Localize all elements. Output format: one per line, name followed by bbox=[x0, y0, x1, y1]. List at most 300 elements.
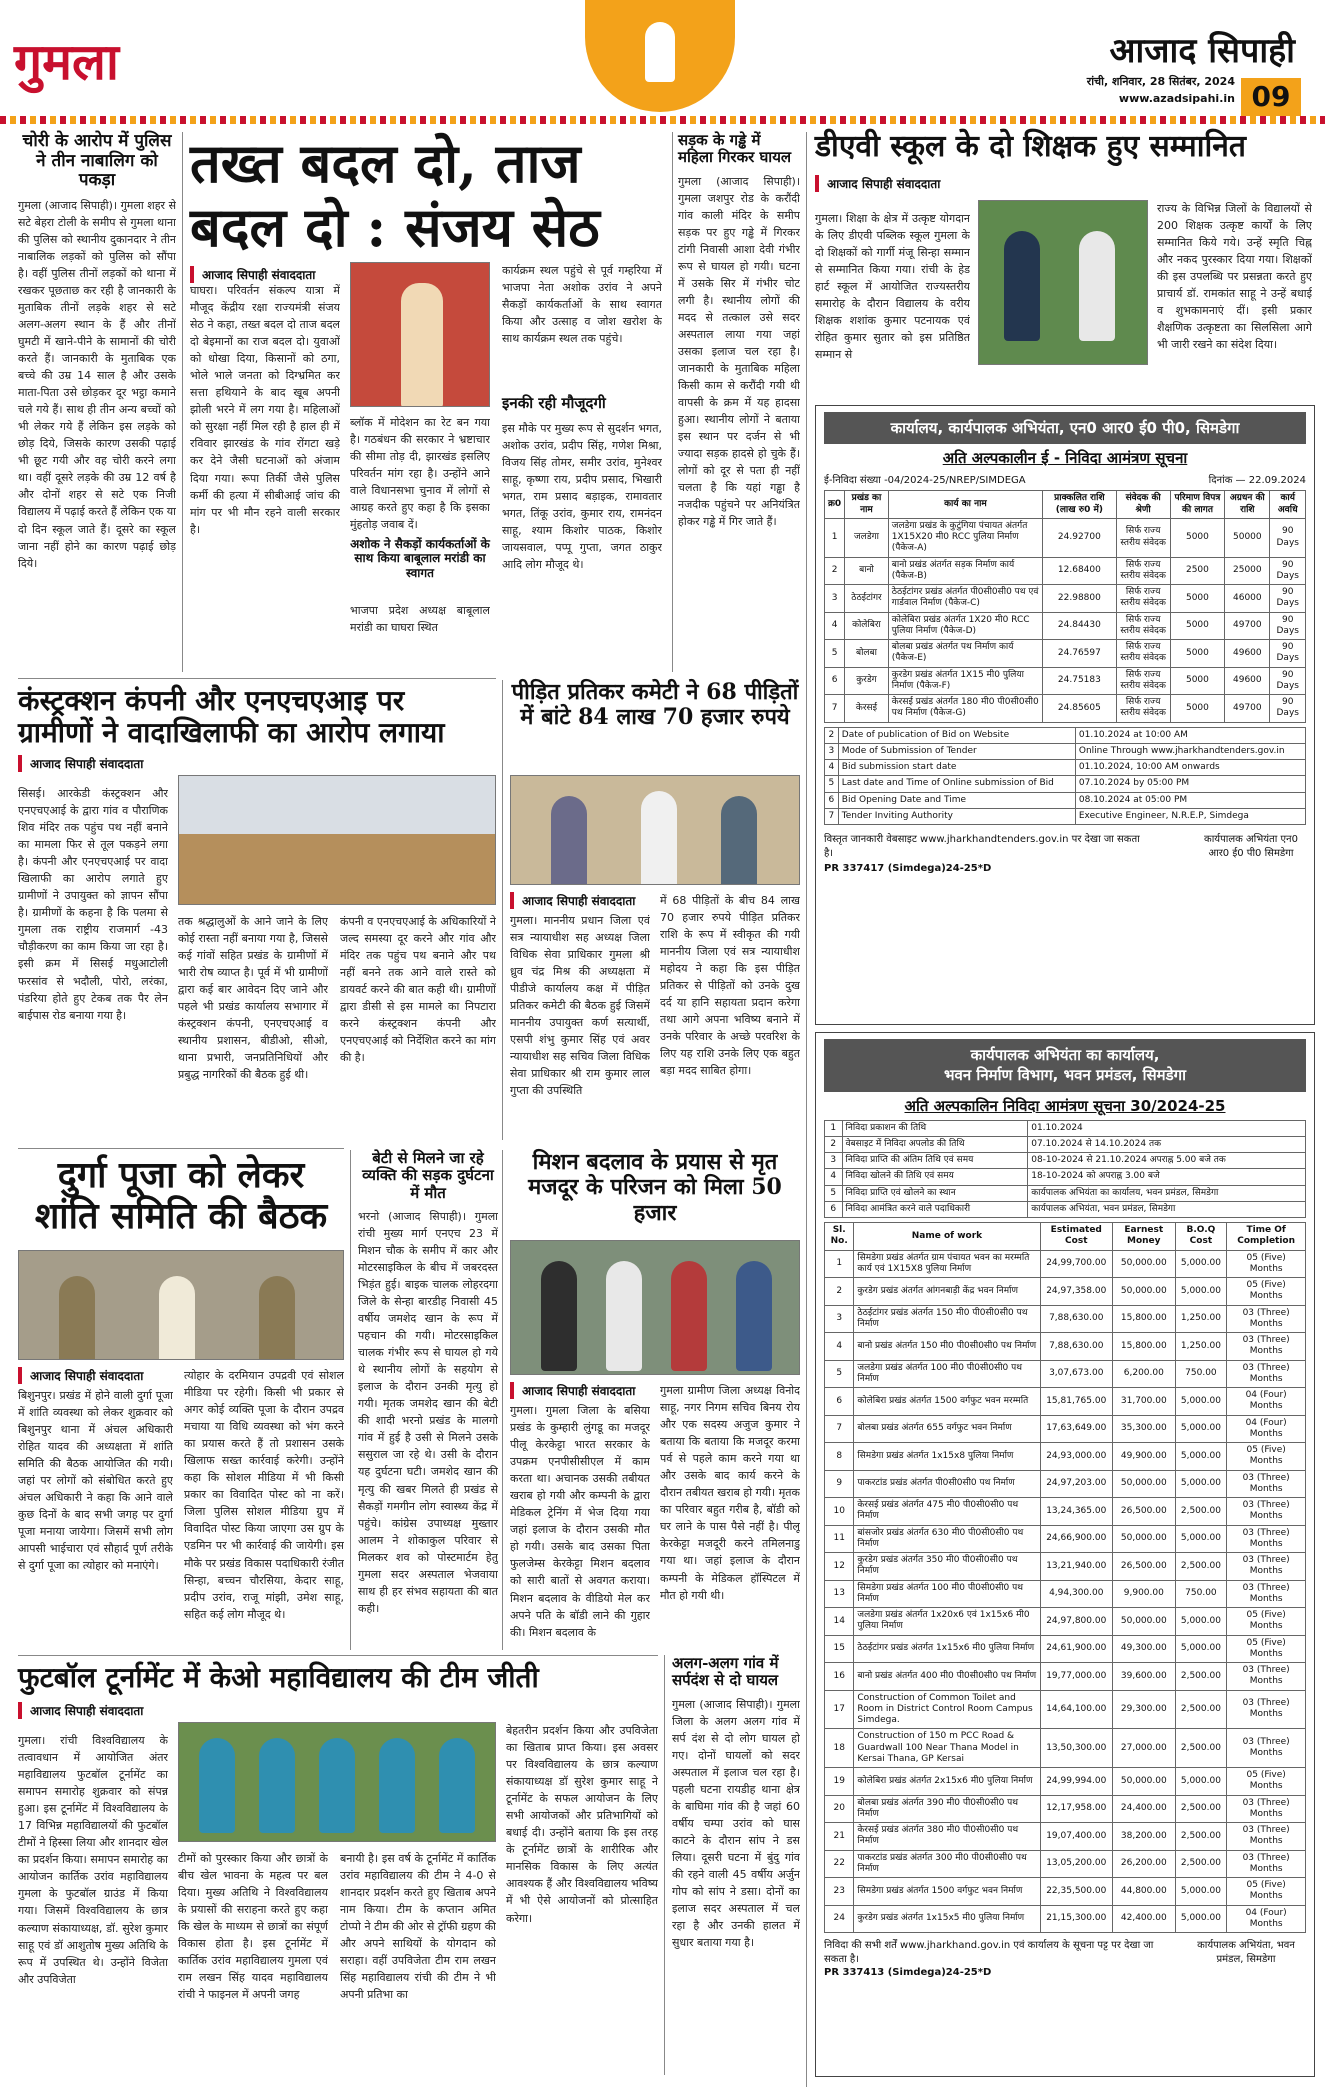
table-cell: 22 bbox=[825, 1850, 854, 1878]
table-cell: 5000 bbox=[1170, 612, 1224, 640]
table-row bbox=[825, 727, 1306, 743]
story-headline-line2: मजदूर के परिजन को मिला 50 हजार bbox=[528, 1174, 782, 1226]
table-cell: 5,000.00 bbox=[1175, 1250, 1227, 1278]
table-cell: 50,000.00 bbox=[1113, 1250, 1175, 1278]
table-cell: जलडेगा bbox=[845, 518, 889, 557]
table-cell: 46000 bbox=[1225, 585, 1270, 613]
tender-subtitle: अति अल्पकालिन निविदा आमंत्रण सूचना 30/2024-25 bbox=[904, 1096, 1226, 1115]
tender-title-line2: भवन निर्माण विभाग, भवन प्रमंडल, सिमडेगा bbox=[944, 1066, 1186, 1085]
table-cell: 3 bbox=[825, 1153, 843, 1169]
table-cell: 5,000.00 bbox=[1175, 1768, 1227, 1796]
table-cell: 23 bbox=[825, 1878, 854, 1906]
table-cell: सिर्फ राज्य स्तरीय संवेदक bbox=[1116, 695, 1170, 723]
story-body: गुमला (आजाद सिपाही)। गुमला जिला के अलग अलग गांव में सर्प दंश से दो लोग घायल हो गए। दोनों घायलों को सदर अस्पताल में इलाज चल रहा है। पहली घटना रायडीह थाना क्षेत्र के बाघिमा गांव की है जहां 60 वर्षीय चम्पा उरांव को घास काटने के दौरान सांप ने डस लिया। दूसरी घटना में बुंदु गांव की रहने वाली 45 वर्षीय अर्जुन गोप को सांप ने डसा। दोनों का इलाज सदर अस्पताल में चल रहा है और उनकी हालत में सुधार बताया गया है। bbox=[672, 1697, 800, 1950]
table-cell: 17,63,649.00 bbox=[1040, 1415, 1113, 1443]
table-header-cell: अग्रधन की राशि bbox=[1225, 491, 1270, 519]
story-headline: बेटी से मिलने जा रहे व्यक्ति की सड़क दुर्घटना में मौत bbox=[362, 1149, 494, 1202]
table-row bbox=[825, 1360, 1306, 1388]
lead-body-col1: घाघरा। परिवर्तन संकल्प यात्रा में मौजूद केंद्रीय रक्षा राज्यमंत्री संजय सेठ ने कहा, तख्त बदल दो ताज बदल दो बेइमानों का राज बदल दो। युवाओं को धोखा दिया, किसानों को ठगा, भोले भाले जनता को दिग्भ्रमित कर सत्ता हथियाने के बाद खूब अपनी झोली भरने में लग गया है। महिलाओं को सुरक्षा नहीं मिल रही है हाल ही में रविवार झारखंड के गांव रोंगटा खड़े कर देने जैसी घटनाओं को अंजाम दिया गया। रूपा तिर्की जैसे पुलिस कर्मी की हत्या में सीबीआई जांच की मांग पर भी मौन रहने वाली सरकार है। bbox=[190, 284, 340, 536]
table-row bbox=[825, 776, 1306, 792]
story-headline-line2: शांति समिति की बैठक bbox=[34, 1195, 328, 1238]
table-cell: 13,21,940.00 bbox=[1040, 1553, 1113, 1581]
table-cell: कुरडेग bbox=[845, 667, 889, 695]
family-photo bbox=[510, 1240, 800, 1375]
table-cell: 05 (Five) Months bbox=[1227, 1278, 1306, 1306]
story-headline: डीएवी स्कूल के दो शिक्षक हुए सम्मानित bbox=[815, 129, 1247, 164]
table-cell: 2,500.00 bbox=[1175, 1690, 1227, 1729]
table-cell: 4 bbox=[825, 760, 839, 776]
table-cell: Bid submission start date bbox=[838, 760, 1075, 776]
table-cell: 05 (Five) Months bbox=[1227, 1250, 1306, 1278]
table-cell: 1 bbox=[825, 1250, 854, 1278]
table-cell: पाकरटांड प्रखंड अंतर्गत 300 मी0 पी0सी0सी0 पथ निर्माण bbox=[854, 1850, 1040, 1878]
table-cell: सिमडेगा प्रखंड अंतर्गत 100 मी0 पी0सी0सी0 पथ निर्माण bbox=[854, 1580, 1040, 1608]
table-cell: 50,000.00 bbox=[1113, 1470, 1175, 1498]
table-cell: Mode of Submission of Tender bbox=[838, 743, 1075, 759]
table-row bbox=[825, 1608, 1306, 1636]
table-cell: बानो bbox=[845, 557, 889, 585]
table-cell: ठेठईटांगर प्रखंड अंतर्गत 1x15x6 मी0 पुलिया निर्माण bbox=[854, 1635, 1040, 1663]
table-cell: Executive Engineer, N.R.E.P, Simdega bbox=[1075, 808, 1305, 824]
story-headline-line1: कंस्ट्रक्शन कंपनी और एनएचएआइ पर bbox=[18, 684, 405, 717]
table-cell: बानो प्रखंड अंतर्गत सड़क निर्माण कार्य (पैकेज-B) bbox=[888, 557, 1042, 585]
table-cell: 21,15,300.00 bbox=[1040, 1905, 1113, 1933]
table-row bbox=[825, 743, 1306, 759]
table-cell: 2,500.00 bbox=[1175, 1498, 1227, 1526]
lead-subhead: अशोक ने सैकड़ों कार्यकर्ताओं के साथ किया बाबूलाल मरांडी का स्वागत bbox=[350, 537, 490, 580]
story-body: भरनो (आजाद सिपाही)। गुमला रांची मुख्य मार्ग एनएच 23 में मिशन चौक के समीप में कार और मोटरसाइकिल के बीच में जबरदस्त भिड़ंत हुई। बाइक चालक लोहरदगा जिले के सेन्हा बारडीह निवासी 45 वर्षीय जमशेद खान के रूप में पहचान की गयी। मोटरसाइकिल चालक गंभीर रूप से घायल हो गये थे स्थानीय लोगों के सहयोग से इलाज के दौरान उनकी मृत्यु हो गयी। मृतक जमशेद खान की बेटी की शादी भरनो प्रखंड के मालगो गांव में हुई है उसी से मिलने उसके ससुराल जा रहे थे। उसी के दौरान यह दुर्घटना घटी। जमशेद खान की मृत्यु की खबर मिलते ही प्रखंड से सैकड़ों गमगीन लोग स्वास्थ्य केंद्र में पहुंचे। कांग्रेस उपाध्यक्ष मुख्तार आलम ने शोकाकुल परिवार से मिलकर शव को पोस्टमार्टम हेतु गुमला सदर अस्पताल भेजवाया साथ ही हर संभव सहायता की बात कही। bbox=[358, 1209, 498, 1615]
table-cell: 6 bbox=[825, 1201, 843, 1217]
table-cell: सिर्फ राज्य स्तरीय संवेदक bbox=[1116, 640, 1170, 668]
football-team-photo bbox=[178, 1722, 496, 1842]
table-cell: 5000 bbox=[1170, 518, 1224, 557]
table-header-cell: Earnest Money bbox=[1113, 1223, 1175, 1251]
story-headline: सड़क के गड्ढे में महिला गिरकर घायल bbox=[678, 131, 792, 167]
table-cell: 6 bbox=[825, 667, 845, 695]
story-mission bbox=[510, 1150, 800, 1650]
tender-footer-note: निविदा की सभी शर्तें www.jharkhand.gov.in एवं कार्यालय के सूचना पट्ट पर देखा जा सकता है। bbox=[824, 1940, 1154, 1965]
table-cell: 750.00 bbox=[1175, 1580, 1227, 1608]
table-cell: Online Through www.jharkhandtenders.gov.in bbox=[1075, 743, 1305, 759]
table-cell: 25000 bbox=[1225, 557, 1270, 585]
table-cell: 04 (Four) Months bbox=[1227, 1388, 1306, 1416]
table-cell: 24.92700 bbox=[1043, 518, 1116, 557]
story-byline: आजाद सिपाही संवाददाता bbox=[18, 1367, 168, 1384]
table-cell: 5000 bbox=[1170, 585, 1224, 613]
table-cell: 07.10.2024 से 14.10.2024 तक bbox=[1028, 1136, 1306, 1152]
table-cell: 24,99,994.00 bbox=[1040, 1768, 1113, 1796]
table-row bbox=[825, 1185, 1306, 1201]
section-rule bbox=[18, 678, 496, 679]
table-cell: 49,300.00 bbox=[1113, 1635, 1175, 1663]
table-cell: 13 bbox=[825, 1580, 854, 1608]
table-cell: 5,000.00 bbox=[1175, 1608, 1227, 1636]
table-cell: 31,700.00 bbox=[1113, 1388, 1175, 1416]
table-cell: 24,97,800.00 bbox=[1040, 1608, 1113, 1636]
table-row bbox=[825, 1850, 1306, 1878]
table-cell: कुरडेग प्रखंड अंतर्गत 1X15 मी0 पुलिया निर्माण (पैकेज-F) bbox=[888, 667, 1042, 695]
table-cell: 03 (Three) Months bbox=[1227, 1823, 1306, 1851]
table-cell: 24,97,358.00 bbox=[1040, 1278, 1113, 1306]
table-header-cell: परिमाण विपत्र की लागत bbox=[1170, 491, 1224, 519]
story-body-col1: गुमला। माननीय प्रधान जिला एवं सत्र न्यायाधीश सह अध्यक्ष जिला विधिक सेवा प्राधिकार गुमला श्री ध्रुव चंद्र मिश्र की अध्यक्षता में पीडीजे कार्यालय कक्ष में पीड़ित प्रतिकर कमेटी की बैठक हुई जिसमें माननीय उपायुक्त कर्ण सत्यार्थी, एसपी शंभु कुमार सिंह एवं अवर न्यायाधीश सह सचिव जिला विधिक सेवा प्राधिकार श्री राम कुमार लाल गुप्ता की उपस्थिति bbox=[510, 914, 650, 1098]
table-cell: 7 bbox=[825, 1415, 854, 1443]
table-cell: 03 (Three) Months bbox=[1227, 1553, 1306, 1581]
table-cell: 13,05,200.00 bbox=[1040, 1850, 1113, 1878]
table-cell: जलडेगा प्रखंड अंतर्गत 100 मी0 पी0सी0सी0 पथ निर्माण bbox=[854, 1360, 1040, 1388]
table-cell: 90 Days bbox=[1270, 667, 1306, 695]
table-header-cell: Estimated Cost bbox=[1040, 1223, 1113, 1251]
table-cell: पाकरटांड प्रखंड अंतर्गत पी0सी0सी0 पथ निर्माण bbox=[854, 1470, 1040, 1498]
table-row bbox=[825, 640, 1306, 668]
table-cell: केरसई प्रखंड अंतर्गत 475 मी0 पी0सी0सी0 पथ निर्माण bbox=[854, 1498, 1040, 1526]
table-cell: 03 (Three) Months bbox=[1227, 1850, 1306, 1878]
story-headline-line1: पीड़ित प्रतिकर कमेटी ने 68 पीड़ितों bbox=[511, 679, 799, 705]
table-cell: बोलबा प्रखंड अंतर्गत 655 वर्गफुट भवन निर्माण bbox=[854, 1415, 1040, 1443]
lead-body-col2b: भाजपा प्रदेश अध्यक्ष बाबूलाल मरांडी का घाघरा स्थित bbox=[350, 604, 490, 635]
tender-subtitle: अति अल्पकालीन ई - निविदा आमंत्रण सूचना bbox=[942, 449, 1188, 468]
table-cell: 750.00 bbox=[1175, 1360, 1227, 1388]
story-headline: अलग-अलग गांव में सर्पदंश से दो घायल bbox=[672, 1654, 779, 1690]
story-body-col2: टीमों को पुरस्कार किया और छात्रों के बीच खेल भावना के महत्व पर बल दिया। मुख्य अतिथि ने विश्वविद्यालय के प्रयासों की सराहना करते हुए कहा कि खेल के माध्यम से छात्रों का संपूर्ण विकास होता है। इस टूर्नामेंट में कार्तिक उरांव महाविद्यालय गुमला एवं राम लखन सिंह यादव महाविद्यालय रांची ने फाइनल में अपनी जगह bbox=[178, 1852, 328, 2002]
table-cell: 5,000.00 bbox=[1175, 1905, 1227, 1933]
table-cell: 4,94,300.00 bbox=[1040, 1580, 1113, 1608]
table-cell: 2,500.00 bbox=[1175, 1553, 1227, 1581]
table-row bbox=[825, 1498, 1306, 1526]
table-cell: कोलेबिरा प्रखंड अंतर्गत 1500 वर्गफुट भवन मरम्मति bbox=[854, 1388, 1040, 1416]
column-rule bbox=[672, 132, 673, 672]
story-durga bbox=[18, 1155, 344, 1655]
lead-headline-line2: बदल दो : संजय सेठ bbox=[190, 195, 600, 260]
table-cell: बोलबा प्रखंड अंतर्गत 390 मी0 पी0सी0सी0 पथ निर्माण bbox=[854, 1795, 1040, 1823]
table-cell: 6 bbox=[825, 792, 839, 808]
table-cell: 5000 bbox=[1170, 640, 1224, 668]
column-rule bbox=[182, 132, 183, 672]
peace-meeting-photo bbox=[18, 1250, 344, 1360]
story-headline-line1: मिशन बदलाव के प्रयास से मृत bbox=[532, 1149, 778, 1175]
table-cell: कार्यपालक अभियंता, भवन प्रमंडल, सिमडेगा bbox=[1028, 1201, 1306, 1217]
table-cell: 24,93,000.00 bbox=[1040, 1443, 1113, 1471]
table-cell: 03 (Three) Months bbox=[1227, 1470, 1306, 1498]
table-cell: 49700 bbox=[1225, 695, 1270, 723]
story-compensation bbox=[510, 680, 800, 1140]
table-cell: ठेठईटांगर bbox=[845, 585, 889, 613]
dateline: रांची, शनिवार, 28 सितंबर, 2024 bbox=[1086, 75, 1235, 88]
tender-signature: कार्यपालक अभियंता, भवन प्रमंडल, सिमडेगा bbox=[1197, 1940, 1295, 1965]
newspaper-name: आजाद सिपाही bbox=[1109, 31, 1295, 71]
table-cell: 08-10-2024 से 21.10.2024 अपराह्न 5.00 बजे तक bbox=[1028, 1153, 1306, 1169]
table-cell: 4 bbox=[825, 612, 845, 640]
table-row bbox=[825, 557, 1306, 585]
table-cell: 01.10.2024 bbox=[1028, 1120, 1306, 1136]
table-cell: 90 Days bbox=[1270, 585, 1306, 613]
award-photo bbox=[978, 200, 1148, 365]
table-cell: 49700 bbox=[1225, 612, 1270, 640]
table-cell: 5,000.00 bbox=[1175, 1878, 1227, 1906]
story-football bbox=[18, 1662, 658, 2077]
table-cell: 05 (Five) Months bbox=[1227, 1768, 1306, 1796]
table-cell: 2 bbox=[825, 727, 839, 743]
story-body-col2: गुमला ग्रामीण जिला अध्यक्ष विनोद साहू, नगर निगम सचिव बिनय रोय और एक सदस्य अजुज कुमार ने बताया कि बताया कि मजदूर करमा पर्व से पहले काम करने गया था और उसके बाद कार्य करने के दौरान तबीयत खराब हो गयी। मृतक का परिवार बहुत गरीब है, बॉडी को घर लाने के पास पैसे नहीं है। पीलू केरकेट्टा मजदूरी करने तमिलनाडु गया था। जहां इलाज के दौरान कम्पनी के मेडिकल हॉस्पिटल में मौत हो गयी थी। bbox=[660, 1384, 800, 1602]
column-rule bbox=[806, 132, 807, 2087]
table-row bbox=[825, 1553, 1306, 1581]
table-cell: वेबसाइट में निविदा अपलोड की तिथि bbox=[842, 1136, 1028, 1152]
table-cell: जलडेगा प्रखंड के कुटुंगिया पंचायत अंतर्गत 1X15X20 मी0 RCC पुलिया निर्माण (पैकेज-A) bbox=[888, 518, 1042, 557]
table-cell: बानो प्रखंड अंतर्गत 400 मी0 पी0सी0सी0 पथ निर्माण bbox=[854, 1663, 1040, 1691]
tender-title-line1: कार्यपालक अभियंता का कार्यालय, bbox=[970, 1046, 1160, 1064]
story-nhai bbox=[18, 685, 496, 1145]
table-cell: 19,07,400.00 bbox=[1040, 1823, 1113, 1851]
table-cell: 9 bbox=[825, 1470, 854, 1498]
table-cell: 12.68400 bbox=[1043, 557, 1116, 585]
table-cell: कोलेबिरा bbox=[845, 612, 889, 640]
table-cell: 21 bbox=[825, 1823, 854, 1851]
table-cell: 5,000.00 bbox=[1175, 1388, 1227, 1416]
table-cell: 50,000.00 bbox=[1113, 1278, 1175, 1306]
story-headline-line1: दुर्गा पूजा को लेकर bbox=[57, 1154, 305, 1196]
table-cell: 7,88,630.00 bbox=[1040, 1333, 1113, 1361]
table-cell: 5 bbox=[825, 640, 845, 668]
table-row bbox=[825, 1153, 1306, 1169]
table-cell: 5 bbox=[825, 1360, 854, 1388]
section-title: गुमला bbox=[14, 32, 119, 91]
lead-body-col2: ब्लॉक में मोदेशन का रेट बन गया है। गठबंधन की सरकार ने भ्रष्टाचार की सीमा तोड़ दी, झारखंड इसलिए परिवर्तन मांग रहा है। उन्होंने आने वाले विधानसभा चुनाव में लोगों से आग्रह करते हुए कहा है कि इसका मुंहतोड़ जवाब दें। bbox=[350, 416, 490, 532]
table-cell: 6,200.00 bbox=[1113, 1360, 1175, 1388]
table-cell: 4 bbox=[825, 1169, 843, 1185]
column-rule bbox=[664, 1655, 665, 2075]
table-cell: 3 bbox=[825, 743, 839, 759]
story-body-col2: राज्य के विभिन्न जिलों के विद्यालयों से 200 शिक्षक उत्कृष्ट कार्यों के लिए सम्मानित किये गये। उन्हें स्मृति चिह्न और नकद पुरस्कार दिया गया। शिक्षकों की इस उपलब्धि पर प्रसन्नता करते हुए प्राचार्य डॉ. रामकांत साहू ने उन्हें बधाई व शुभकामनाएं दीं। इसी प्रकार शैक्षणिक उत्कृष्टता का सिलसिला आगे भी जारी रखने का संदेश दिया। bbox=[1157, 202, 1312, 352]
table-cell: 39,600.00 bbox=[1113, 1663, 1175, 1691]
table-row bbox=[825, 695, 1306, 723]
table-cell: 49600 bbox=[1225, 667, 1270, 695]
table-cell: 24.76597 bbox=[1043, 640, 1116, 668]
story-byline: आजाद सिपाही संवाददाता bbox=[18, 1702, 168, 1719]
story-accident bbox=[358, 1150, 498, 1650]
table-cell: सिमडेगा प्रखंड अंतर्गत 1500 वर्गफुट भवन निर्माण bbox=[854, 1878, 1040, 1906]
tender-notice-building bbox=[815, 1032, 1315, 2077]
table-cell: निविदा आमंत्रित करने वाले पदाधिकारी bbox=[842, 1201, 1028, 1217]
table-header-cell: प्राक्कलित राशि (लाख रु0 में) bbox=[1043, 491, 1116, 519]
table-cell: 13,50,300.00 bbox=[1040, 1729, 1113, 1768]
pen-nib-logo-icon bbox=[585, 0, 735, 112]
table-row bbox=[825, 1635, 1306, 1663]
table-row bbox=[825, 1333, 1306, 1361]
table-row bbox=[825, 1663, 1306, 1691]
table-cell: ठेठईटांगर प्रखंड अंतर्गत पी0सी0सी0 पथ एवं गार्डवाल निर्माण (पैकेज-C) bbox=[888, 585, 1042, 613]
table-cell: 1,250.00 bbox=[1175, 1305, 1227, 1333]
table-row bbox=[825, 1470, 1306, 1498]
story-body-col3: बनायी है। इस वर्ष के टूर्नामेंट में कार्तिक उरांव महाविद्यालय की टीम ने 4-0 से शानदार प्रदर्शन करते हुए खिताब अपने नाम किया। टीम के कप्तान अमित टोप्पो ने टीम की ओर से ट्रॉफी ग्रहण की और अपने साथियों के योगदान को सराहा। वहीं उपविजेता टीम राम लखन सिंह महाविद्यालय रांची की टीम ने भी अपनी प्रतिभा का bbox=[340, 1852, 496, 2002]
table-cell: केरसई bbox=[845, 695, 889, 723]
tender-table bbox=[824, 1222, 1306, 1933]
table-row bbox=[825, 1729, 1306, 1768]
table-cell: 03 (Three) Months bbox=[1227, 1580, 1306, 1608]
table-cell: 50,000.00 bbox=[1113, 1768, 1175, 1796]
table-header-cell: क्र0 bbox=[825, 491, 845, 519]
story-body-col2: त्योहार के दरमियान उपद्रवी एवं सोशल मीडिया पर रहेगी। किसी भी प्रकार से अगर कोई व्यक्ति पूजा के दौरान उपद्रव मचाया या विधि व्यवस्था को भंग करने का प्रयास करते हैं तो प्रशासन उसके खिलाफ सख्त कार्रवाई करेगी। उन्होंने कहा कि सोशल मीडिया में भी किसी प्रकार का विवादित पोस्ट को ना करें। जिला पुलिस सोशल मीडिया ग्रुप में विवादित पोस्ट किया जाएगा उस ग्रुप के एडमिन पर भी कार्रवाई की जायेगी। इस मौके पर प्रखंड विकास पदाधिकारी रंजीत सिन्हा, बच्चन चौरसिया, केदार साहू, प्रदीप उरांव, राजू मांझी, उमेश साहू, सहित कई लोग मौजूद थे। bbox=[184, 1369, 344, 1621]
table-cell: 38,200.00 bbox=[1113, 1823, 1175, 1851]
table-cell: सिर्फ राज्य स्तरीय संवेदक bbox=[1116, 667, 1170, 695]
table-cell: 15,800.00 bbox=[1113, 1333, 1175, 1361]
table-cell: 5,000.00 bbox=[1175, 1470, 1227, 1498]
masthead-divider bbox=[0, 116, 1325, 124]
table-cell: 12,17,958.00 bbox=[1040, 1795, 1113, 1823]
table-cell: Construction of Common Toilet and Room in District Control Room Campus Simdega. bbox=[854, 1690, 1040, 1729]
table-cell: 3 bbox=[825, 585, 845, 613]
section-rule bbox=[18, 1148, 344, 1149]
table-cell: 22,35,500.00 bbox=[1040, 1878, 1113, 1906]
table-cell: 01.10.2024 at 10:00 AM bbox=[1075, 727, 1305, 743]
table-cell: 24.75183 bbox=[1043, 667, 1116, 695]
table-cell: 14 bbox=[825, 1608, 854, 1636]
page-number: 09 bbox=[1241, 78, 1301, 116]
table-cell: 90 Days bbox=[1270, 557, 1306, 585]
story-body-col1: सिसई। आरकेडी कंस्ट्रक्शन और एनएचएआई के द्वारा गांव व पौराणिक शिव मंदिर तक पहुंच पथ नहीं बनाने का मामला फिर से तूल पकड़ने लगा है। कंपनी और एनएचएआई पर वादा खिलाफी का आरोप लगाते हुए ग्रामीणों ने उपायुक्त को ज्ञापन सौंपा है। ग्रामीणों के कहना है कि पलमा से गुमला तक राष्ट्रीय राजमार्ग -43 चौड़ीकरण का काम किया जा रहा है। इसी क्रम में सिसई मधुआटोली फरसांव से भदौली, पोरो, लरंका, पंडरिया होते हुए टेकब तक पैर लेन बाईपास रोड बनाया गया है। bbox=[18, 787, 168, 1022]
table-cell: 16 bbox=[825, 1663, 854, 1691]
table-cell: 03 (Three) Months bbox=[1227, 1690, 1306, 1729]
table-cell: सिर्फ राज्य स्तरीय संवेदक bbox=[1116, 585, 1170, 613]
table-cell: 50,000.00 bbox=[1113, 1608, 1175, 1636]
table-cell: 44,800.00 bbox=[1113, 1878, 1175, 1906]
pr-number: PR 337413 (Simdega)24-25*D bbox=[824, 1967, 992, 1978]
sanjay-seth-photo bbox=[350, 262, 490, 407]
table-cell: 05 (Five) Months bbox=[1227, 1608, 1306, 1636]
table-cell: 5000 bbox=[1170, 695, 1224, 723]
table-header-cell: संवेदक की श्रेणी bbox=[1116, 491, 1170, 519]
table-cell: 8 bbox=[825, 1443, 854, 1471]
table-cell: 12 bbox=[825, 1553, 854, 1581]
table-cell: 7 bbox=[825, 695, 845, 723]
tender-schedule bbox=[824, 1120, 1306, 1219]
tender-date: दिनांक — 22.09.2024 bbox=[1208, 475, 1306, 487]
story-body-col2: तक श्रद्धालुओं के आने जाने के लिए कोई रास्ता नहीं बनाया गया है, जिससे कई गांवों सहित प्रखंड के ग्रामीणों में भारी रोष व्याप्त है। पूर्व में भी ग्रामीणों द्वारा कई बार आवेदन दिए जाने और पहले भी प्रखंड कार्यालय सभागार में कंस्ट्रक्शन कंपनी, एनएचएआई व स्थानीय प्रशासन, बीडीओ, सीओ, थाना प्रभारी, जनप्रतिनिधियों और प्रबुद्ध नागरिकों की बैठक हुई थी। bbox=[178, 915, 328, 1082]
table-cell: 26,200.00 bbox=[1113, 1850, 1175, 1878]
table-row bbox=[825, 1795, 1306, 1823]
table-cell: ठेठईटांगर प्रखंड अंतर्गत 150 मी0 पी0सी0सी0 पथ निर्माण bbox=[854, 1305, 1040, 1333]
table-cell: 2500 bbox=[1170, 557, 1224, 585]
table-cell: 50,000.00 bbox=[1113, 1525, 1175, 1553]
table-cell: 5000 bbox=[1170, 667, 1224, 695]
story-headline-line2: ग्रामीणों ने वादाखिलाफी का आरोप लगाया bbox=[18, 716, 445, 750]
lead-headline-line1: तख्त बदल दो, ताज bbox=[190, 131, 581, 195]
story-body-col1: बिशुनपुर। प्रखंड में होने वाली दुर्गा पूजा में शांति व्यवस्था को लेकर शुक्रवार को बिशुनपुर थाना में अंचल अधिकारी रोहित यादव की अध्यक्षता में शांति समिति की बैठक आयोजित की गयी। जहां पर लोगों को संबोधित करते हुए अंचल अधिकारी ने कहा कि आने वाले कुछ दिनों के बाद सभी जगह पर दुर्गा पूजा मनाया जायेगा। जिसमें सभी लोग आपसी भाईचारा एवं सौहार्द पूर्ण तरीके से दुर्गा पूजा का त्योहार को मनाएंगे। bbox=[18, 1389, 173, 1573]
table-cell: Date of publication of Bid on Website bbox=[838, 727, 1075, 743]
story-body-col3: कंपनी व एनएचएआई के अधिकारियों ने जल्द समस्या दूर करने और गांव और मंदिर तक पहुंच पथ बनाने और पथ नहीं बनने तक आने वाले रास्ते को डायवर्ट करने की बात कही थी। ग्रामीणों द्वारा डीसी से इस मामले का निपटारा करने कंस्ट्रक्शन कंपनी और एनएचएआई को निर्देशित करने का मांग की है। bbox=[340, 915, 496, 1065]
column-rule bbox=[502, 680, 503, 1140]
story-headline: चोरी के आरोप में पुलिस ने तीन नाबालिग को पकड़ा bbox=[22, 131, 172, 191]
table-cell: 15,81,765.00 bbox=[1040, 1388, 1113, 1416]
table-row bbox=[825, 1768, 1306, 1796]
tender-title bbox=[824, 1039, 1306, 1092]
table-cell: 04 (Four) Months bbox=[1227, 1415, 1306, 1443]
table-cell: 5,000.00 bbox=[1175, 1635, 1227, 1663]
table-cell: 08.10.2024 at 05:00 PM bbox=[1075, 792, 1305, 808]
table-cell: निविदा प्रकाशन की तिथि bbox=[842, 1120, 1028, 1136]
table-row bbox=[825, 1878, 1306, 1906]
story-body-col2: में 68 पीड़ितों के बीच 84 लाख 70 हजार रुपये पीड़ित प्रतिकर राशि के रूप में स्वीकृत की गयी माननीय जिला एवं सत्र न्यायाधीश महोदय ने कहा कि इस पीड़ित प्रतिकर से पीड़ितों को उनके दुख दर्द या हानि सहायता प्रदान करेगा तथा आगे अपना भविष्य बनाने में उनके परिवार के अच्छे परवरिश के लिए यह राशि उनके लिए एक बहुत बड़ा मदद साबित होगा। bbox=[660, 894, 800, 1078]
table-cell: 04 (Four) Months bbox=[1227, 1905, 1306, 1933]
table-cell: बोलबा bbox=[845, 640, 889, 668]
table-row bbox=[825, 667, 1306, 695]
table-cell: कुरडेग प्रखंड अंतर्गत 1x15x5 मी0 पुलिया निर्माण bbox=[854, 1905, 1040, 1933]
table-cell: 03 (Three) Months bbox=[1227, 1305, 1306, 1333]
table-cell: 01.10.2024, 10:00 AM onwards bbox=[1075, 760, 1305, 776]
table-cell: 90 Days bbox=[1270, 695, 1306, 723]
table-header-cell: प्रखंड का नाम bbox=[845, 491, 889, 519]
table-cell: केरसई प्रखंड अंतर्गत 380 मी0 पी0सी0सी0 पथ निर्माण bbox=[854, 1823, 1040, 1851]
table-cell: Last date and Time of Online submission of Bid bbox=[838, 776, 1075, 792]
story-body: गुमला (आजाद सिपाही)। गुमला शहर से सटे बेहरा टोली के समीप से गुमला थाना की पुलिस को स्थानीय दुकानदार ने तीन नाबालिक लड़कों को पुलिस को सौंपा है। वहीं पुलिस तीनों लड़कों को थाना में रखकर पूछताछ कर रही है जानकारी के मुताबिक तीनों लड़के शहर से सटे अलग-अलग स्थान के हैं और तीनों घुमटी में खाने-पीने के सामानों की चोरी करते हैं। जानकारी के मुताबिक एक बच्चे की उम्र 14 साल है और उसके माता-पिता उसे छोड़कर दूर भट्ठा कमाने चले गये हैं। साथ ही तीन अन्य बच्चों को भी लेकर गये हैं लेकिन इस लड़के को छोड़ दिये, जिसके कारण उसकी पढ़ाई भी छूट गयी और वह चोरी करने लगा था। वहीं दूसरे लड़के की उम्र 12 वर्ष है और दोनों शहर से सटे एक निजी विद्यालय में पढ़ाई करते हैं लेकिन एक या दो दिन स्कूल जाते हैं। दूसरे का स्कूल जाना नहीं होने का कारण पढ़ाई छोड़ दिये। bbox=[18, 198, 176, 570]
lead-byline: आजाद सिपाही संवाददाता bbox=[190, 266, 340, 283]
table-cell: निविदा खोलने की तिथि एवं समय bbox=[842, 1169, 1028, 1185]
table-cell: 7 bbox=[825, 808, 839, 824]
table-cell: 2,500.00 bbox=[1175, 1729, 1227, 1768]
table-cell: 7,88,630.00 bbox=[1040, 1305, 1113, 1333]
table-header-cell: कार्य का नाम bbox=[888, 491, 1042, 519]
column-rule bbox=[350, 1150, 351, 1650]
table-cell: Construction of 150 m PCC Road & Guardwall 100 Near Thana Model in Kersai Thana, GP Kersai bbox=[854, 1729, 1040, 1768]
story-byline: आजाद सिपाही संवाददाता bbox=[815, 175, 965, 192]
table-cell: 4 bbox=[825, 1333, 854, 1361]
meeting-photo bbox=[510, 775, 800, 885]
table-row bbox=[825, 1415, 1306, 1443]
table-cell: 03 (Three) Months bbox=[1227, 1663, 1306, 1691]
table-cell: 24,99,700.00 bbox=[1040, 1250, 1113, 1278]
table-header-cell: B.O.Q Cost bbox=[1175, 1223, 1227, 1251]
tender-schedule bbox=[824, 727, 1306, 826]
table-cell: सिर्फ राज्य स्तरीय संवेदक bbox=[1116, 612, 1170, 640]
table-cell: 18-10-2024 को अपराह्न 3.00 बजे bbox=[1028, 1169, 1306, 1185]
website-link[interactable]: www.azadsipahi.in bbox=[1118, 92, 1235, 105]
table-cell: 2 bbox=[825, 557, 845, 585]
table-cell: 24,61,900.00 bbox=[1040, 1635, 1113, 1663]
table-row bbox=[825, 792, 1306, 808]
table-cell: 22.98800 bbox=[1043, 585, 1116, 613]
table-cell: बानो प्रखंड अंतर्गत 150 मी0 पी0सी0सी0 पथ निर्माण bbox=[854, 1333, 1040, 1361]
column-rule bbox=[502, 1150, 503, 1650]
table-cell: 9,900.00 bbox=[1113, 1580, 1175, 1608]
table-row bbox=[825, 1169, 1306, 1185]
tender-signature: कार्यपालक अभियंता एन0 आर0 ई0 पी0 सिमडेगा bbox=[1204, 834, 1298, 859]
road-photo bbox=[178, 775, 496, 905]
table-cell: केरसई प्रखंड अंतर्गत 180 मी0 पी0सी0सी0 पथ निर्माण (पैकेज-G) bbox=[888, 695, 1042, 723]
table-cell: 2,500.00 bbox=[1175, 1795, 1227, 1823]
table-cell: 15,800.00 bbox=[1113, 1305, 1175, 1333]
table-cell: जलडेगा प्रखंड अंतर्गत 1x20x6 एवं 1x15x6 मी0 पुलिया निर्माण bbox=[854, 1608, 1040, 1636]
table-cell: 19,77,000.00 bbox=[1040, 1663, 1113, 1691]
table-header-cell: Time Of Completion bbox=[1227, 1223, 1306, 1251]
table-header-cell: Sl. No. bbox=[825, 1223, 854, 1251]
table-cell: 24.85605 bbox=[1043, 695, 1116, 723]
lead-subhead2: इनकी रही मौजूदगी bbox=[502, 394, 606, 412]
table-cell: कार्यपालक अभियंता का कार्यालय, भवन प्रमंडल, सिमडेगा bbox=[1028, 1185, 1306, 1201]
table-cell: 5,000.00 bbox=[1175, 1278, 1227, 1306]
lead-body-col3: कार्यक्रम स्थल पहुंचे से पूर्व गम्हरिया में भाजपा नेता अशोक उरांव ने अपने सैकड़ों कार्यकर्ताओं के साथ स्वागत किया और उत्साह व जोश खरोश के साथ कार्यक्रम स्थल तक पहुंचे। bbox=[502, 264, 662, 346]
table-cell: 1 bbox=[825, 518, 845, 557]
table-cell: 24 bbox=[825, 1905, 854, 1933]
table-cell: कोलेबिरा प्रखंड अंतर्गत 2x15x6 मी0 पुलिया निर्माण bbox=[854, 1768, 1040, 1796]
table-cell: 03 (Three) Months bbox=[1227, 1333, 1306, 1361]
table-cell: Tender Inviting Authority bbox=[838, 808, 1075, 824]
section-rule bbox=[18, 1655, 658, 1656]
story-body-col1: गुमला। शिक्षा के क्षेत्र में उत्कृष्ट योगदान के लिए डीएवी पब्लिक स्कूल गुमला के दो शिक्षकों को गार्गी मंजू सिन्हा सम्मान से सम्मानित किया गया। रांची के हेड हार्ट स्कूल में आयोजित राज्यस्तरीय समारोह के दौरान विद्यालय के वरीय शिक्षक शशांक कुमार पटनायक एवं रोहित कुमार सुतार को इस प्रतिष्ठित सम्मान से bbox=[815, 212, 970, 362]
table-cell: 20 bbox=[825, 1795, 854, 1823]
table-cell: 15 bbox=[825, 1635, 854, 1663]
table-header-cell: कार्य अवधि bbox=[1270, 491, 1306, 519]
table-row bbox=[825, 808, 1306, 824]
table-cell: 90 Days bbox=[1270, 518, 1306, 557]
